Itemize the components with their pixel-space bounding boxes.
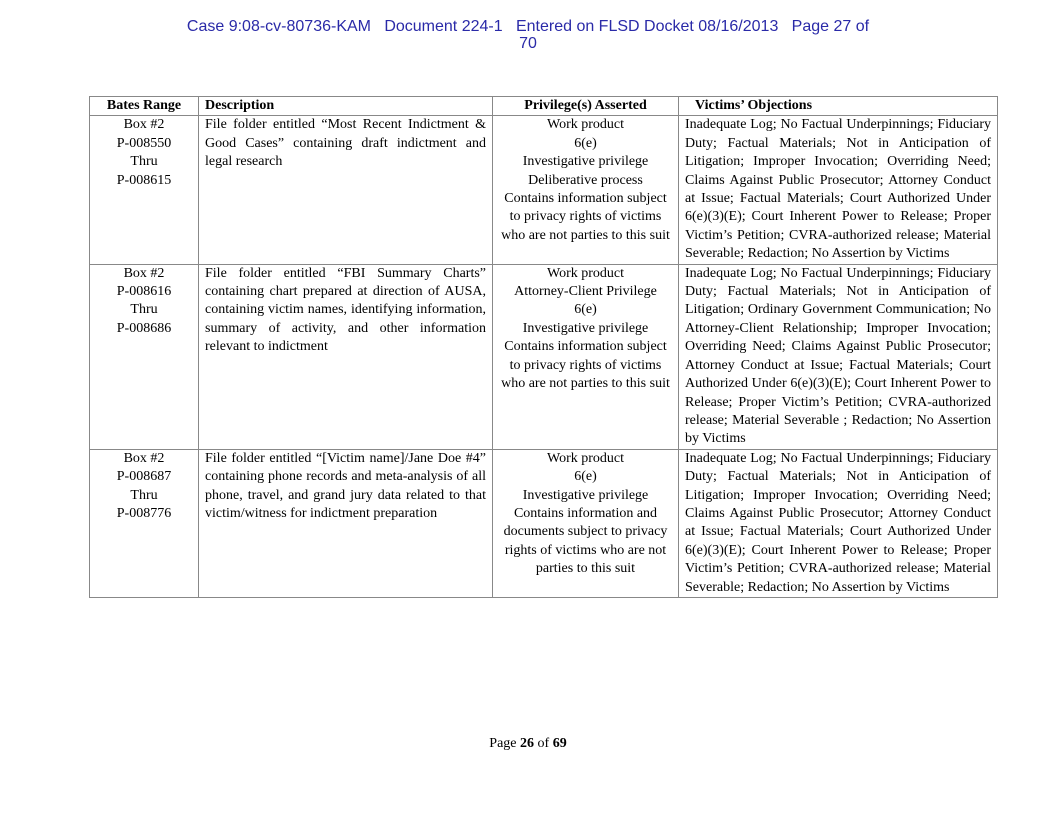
bates-end: P-008686 xyxy=(116,320,172,336)
docket-header xyxy=(0,18,1056,52)
privilege-item: Investigative privilege xyxy=(522,487,649,503)
privilege-item: Deliberative process xyxy=(528,172,643,188)
privilege-item: Investigative privilege xyxy=(522,154,649,170)
column-header-objections: Victims’ Objections xyxy=(679,97,998,116)
privilege-item: Attorney-Client Privilege xyxy=(514,284,657,300)
table-header-row xyxy=(90,97,998,116)
docket-header-line1: Case 9:08-cv-80736-KAM Document 224-1 Entered on FLSD Docket 08/16/2013 Page 27 of xyxy=(186,18,870,35)
privilege-item: 6(e) xyxy=(574,469,597,485)
privilege-item: Contains information subject to privacy rights of victims who are not parties to this suit xyxy=(501,339,670,392)
bates-thru: Thru xyxy=(130,302,158,318)
privilege-item: Contains information subject to privacy rights of victims who are not parties to this suit xyxy=(501,191,670,243)
privilege-item: Contains information and documents subject to privacy rights of victims who are not parties to this suit xyxy=(503,505,668,577)
objections-cell: Inadequate Log; No Factual Underpinnings; Fiduciary Duty; Factual Materials; Not in Anticipation of Litigation; Improper Invocation; Overriding Need; Claims Against Public Prosecutor; Attorney Conduct at Issue; Factual Materials; Court Authorized Under 6(e)(3)(E); Court Inherent Power to Release; Proper Victim’s Petition; CVRA-authorized release; Material Severable; Redaction; No Assertion by Victims xyxy=(679,116,998,264)
bates-end: P-008776 xyxy=(116,505,172,521)
bates-box: Box #2 xyxy=(123,450,165,466)
privilege-log-table xyxy=(89,96,998,598)
bates-range-cell xyxy=(90,116,199,264)
table-row xyxy=(90,116,998,264)
column-header-bates: Bates Range xyxy=(90,97,199,116)
objections-cell: Inadequate Log; No Factual Underpinnings; Fiduciary Duty; Factual Materials; Not in Anticipation of Litigation; Ordinary Government Communication; No Attorney-Client Relationship; Improper Invocation; Overriding Need; Claims Against Public Prosecutor; Attorney Conduct at Issue; Factual Materials; Court Authorized Under 6(e)(3)(E); Court Inherent Power to Release; Proper Victim’s Petition; CVRA-authorized release; Material Severable ; Redaction; No Assertion by Victims xyxy=(679,264,998,449)
column-header-description: Description xyxy=(199,97,493,116)
footer-page-number: 26 xyxy=(520,736,535,751)
table-row xyxy=(90,449,998,597)
docket-header-line2: 70 xyxy=(519,35,537,52)
footer-page-total: 69 xyxy=(552,736,567,751)
bates-start: P-008616 xyxy=(116,284,172,300)
privileges-cell xyxy=(493,264,679,449)
bates-box: Box #2 xyxy=(123,265,165,281)
bates-range-cell xyxy=(90,449,199,597)
privilege-item: Investigative privilege xyxy=(522,320,649,336)
privilege-item: 6(e) xyxy=(574,302,597,318)
bates-thru: Thru xyxy=(130,487,158,503)
column-header-privileges: Privilege(s) Asserted xyxy=(493,97,679,116)
objections-cell: Inadequate Log; No Factual Underpinnings; Fiduciary Duty; Factual Materials; Not in Anticipation of Litigation; Improper Invocation; Overriding Need; Claims Against Public Prosecutor; Attorney Conduct at Issue; Factual Materials; Court Authorized Under 6(e)(3)(E); Court Inherent Power to Release; Proper Victim’s Petition; CVRA-authorized release; Material Severable; Redaction; No Assertion by Victims xyxy=(679,449,998,597)
privilege-item: Work product xyxy=(546,117,625,133)
page-footer xyxy=(0,736,1056,752)
bates-box: Box #2 xyxy=(123,117,165,133)
bates-thru: Thru xyxy=(130,154,158,170)
privilege-item: 6(e) xyxy=(574,135,597,151)
bates-start: P-008687 xyxy=(116,469,172,485)
description-cell: File folder entitled “[Victim name]/Jane Doe #4” containing phone records and meta-analysis of all phone, travel, and grand jury data related to that victim/witness for indictment preparation xyxy=(199,449,493,597)
bates-end: P-008615 xyxy=(116,172,172,188)
description-cell: File folder entitled “Most Recent Indictment & Good Cases” containing draft indictment and legal research xyxy=(199,116,493,264)
table-row xyxy=(90,264,998,449)
footer-of-label: of xyxy=(537,736,550,751)
privilege-item: Work product xyxy=(546,450,625,466)
description-cell: File folder entitled “FBI Summary Charts” containing chart prepared at direction of AUSA, containing victim names, identifying information, summary of activity, and other information relevant to indictment xyxy=(199,264,493,449)
footer-page-label: Page xyxy=(489,736,517,751)
bates-range-cell xyxy=(90,264,199,449)
bates-start: P-008550 xyxy=(116,135,172,151)
privilege-item: Work product xyxy=(546,265,625,281)
privileges-cell xyxy=(493,116,679,264)
privileges-cell xyxy=(493,449,679,597)
